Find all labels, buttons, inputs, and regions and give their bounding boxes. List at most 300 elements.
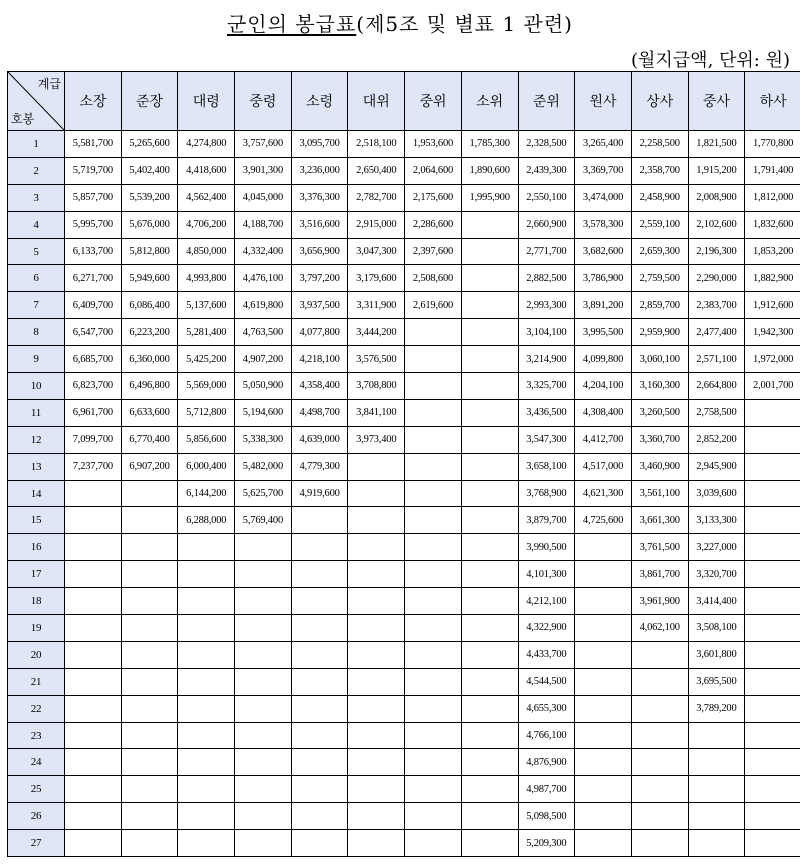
pay-cell: 3,841,100	[348, 399, 405, 426]
pay-cell: 5,338,300	[235, 426, 292, 453]
pay-cell: 2,102,600	[688, 211, 745, 238]
pay-cell: 4,907,200	[235, 346, 292, 373]
pay-cell: 2,290,000	[688, 265, 745, 292]
step-number: 11	[8, 399, 65, 426]
rank-header: 중사	[688, 72, 745, 131]
pay-cell: 6,496,800	[121, 373, 178, 400]
pay-cell: 3,095,700	[291, 131, 348, 158]
pay-cell	[178, 641, 235, 668]
pay-cell: 6,000,400	[178, 453, 235, 480]
pay-cell	[291, 803, 348, 830]
pay-cell	[348, 588, 405, 615]
pay-cell: 2,196,300	[688, 238, 745, 265]
pay-cell: 4,706,200	[178, 211, 235, 238]
pay-cell	[65, 722, 122, 749]
pay-cell	[65, 534, 122, 561]
table-row	[8, 157, 800, 184]
pay-cell: 4,218,100	[291, 346, 348, 373]
pay-cell: 1,915,200	[688, 157, 745, 184]
pay-cell: 4,062,100	[631, 615, 688, 642]
pay-cell: 2,439,300	[518, 157, 575, 184]
step-number: 20	[8, 641, 65, 668]
pay-cell: 3,891,200	[575, 292, 632, 319]
pay-cell: 3,961,900	[631, 588, 688, 615]
pay-cell: 3,973,400	[348, 426, 405, 453]
pay-cell	[291, 830, 348, 857]
table-row	[8, 641, 800, 668]
pay-cell	[178, 561, 235, 588]
pay-cell	[745, 615, 800, 642]
pay-cell: 2,771,700	[518, 238, 575, 265]
pay-cell	[745, 776, 800, 803]
pay-cell	[405, 426, 462, 453]
pay-cell: 1,791,400	[745, 157, 800, 184]
pay-cell: 2,518,100	[348, 131, 405, 158]
pay-cell	[121, 561, 178, 588]
pay-cell	[235, 641, 292, 668]
pay-cell: 6,685,700	[65, 346, 122, 373]
pay-cell: 1,995,900	[461, 184, 518, 211]
pay-cell: 1,942,300	[745, 319, 800, 346]
pay-cell: 4,418,600	[178, 157, 235, 184]
step-number: 3	[8, 184, 65, 211]
pay-cell: 3,656,900	[291, 238, 348, 265]
pay-cell: 5,625,700	[235, 480, 292, 507]
unit-note: (월지급액, 단위: 원)	[631, 50, 790, 71]
pay-cell	[121, 641, 178, 668]
pay-cell	[235, 749, 292, 776]
table-row	[8, 588, 800, 615]
pay-cell	[405, 480, 462, 507]
pay-cell: 5,769,400	[235, 507, 292, 534]
pay-cell: 2,458,900	[631, 184, 688, 211]
pay-cell	[405, 346, 462, 373]
pay-cell	[745, 588, 800, 615]
pay-cell: 1,785,300	[461, 131, 518, 158]
table-row	[8, 749, 800, 776]
pay-cell	[235, 722, 292, 749]
pay-cell	[688, 776, 745, 803]
pay-cell: 3,879,700	[518, 507, 575, 534]
step-number: 2	[8, 157, 65, 184]
pay-cell	[65, 561, 122, 588]
pay-cell: 1,853,200	[745, 238, 800, 265]
pay-cell: 3,861,700	[631, 561, 688, 588]
pay-cell: 3,060,100	[631, 346, 688, 373]
pay-cell: 4,077,800	[291, 319, 348, 346]
pay-cell	[461, 346, 518, 373]
pay-cell	[575, 615, 632, 642]
pay-cell: 1,890,600	[461, 157, 518, 184]
pay-cell: 4,322,900	[518, 615, 575, 642]
pay-cell	[291, 668, 348, 695]
pay-cell	[461, 399, 518, 426]
pay-cell: 4,639,000	[291, 426, 348, 453]
step-number: 18	[8, 588, 65, 615]
pay-cell: 5,569,000	[178, 373, 235, 400]
pay-cell	[65, 776, 122, 803]
pay-cell: 4,274,800	[178, 131, 235, 158]
pay-cell	[235, 803, 292, 830]
pay-cell	[405, 507, 462, 534]
pay-cell: 3,133,300	[688, 507, 745, 534]
pay-cell	[461, 507, 518, 534]
pay-cell: 5,857,700	[65, 184, 122, 211]
pay-cell: 3,768,900	[518, 480, 575, 507]
corner-rank-label: 계급	[37, 77, 61, 91]
pay-cell	[65, 641, 122, 668]
pay-cell	[575, 830, 632, 857]
pay-cell	[745, 722, 800, 749]
pay-cell: 4,308,400	[575, 399, 632, 426]
pay-cell: 2,397,600	[405, 238, 462, 265]
pay-cell	[745, 507, 800, 534]
rank-header: 하사	[745, 72, 800, 131]
step-number: 15	[8, 507, 65, 534]
pay-cell: 4,993,800	[178, 265, 235, 292]
pay-cell	[405, 803, 462, 830]
pay-cell: 5,425,200	[178, 346, 235, 373]
pay-cell	[405, 534, 462, 561]
pay-cell: 2,008,900	[688, 184, 745, 211]
pay-cell	[461, 211, 518, 238]
pay-cell: 6,547,700	[65, 319, 122, 346]
pay-cell: 4,358,400	[291, 373, 348, 400]
pay-cell: 3,047,300	[348, 238, 405, 265]
pay-cell: 3,578,300	[575, 211, 632, 238]
step-number: 16	[8, 534, 65, 561]
pay-cell: 2,664,800	[688, 373, 745, 400]
pay-cell	[348, 749, 405, 776]
pay-cell	[348, 453, 405, 480]
pay-cell	[461, 453, 518, 480]
pay-cell	[65, 588, 122, 615]
pay-cell: 3,214,900	[518, 346, 575, 373]
pay-cell	[688, 830, 745, 857]
pay-cell: 1,972,000	[745, 346, 800, 373]
pay-cell	[631, 668, 688, 695]
pay-cell: 2,508,600	[405, 265, 462, 292]
pay-cell	[291, 615, 348, 642]
pay-cell	[461, 668, 518, 695]
table-row	[8, 238, 800, 265]
pay-cell: 3,320,700	[688, 561, 745, 588]
rank-header: 원사	[575, 72, 632, 131]
pay-cell	[291, 776, 348, 803]
pay-cell: 3,179,600	[348, 265, 405, 292]
pay-cell: 6,961,700	[65, 399, 122, 426]
pay-cell: 3,160,300	[631, 373, 688, 400]
pay-cell	[461, 561, 518, 588]
pay-cell	[235, 668, 292, 695]
pay-cell	[461, 319, 518, 346]
pay-cell: 2,477,400	[688, 319, 745, 346]
pay-cell: 3,508,100	[688, 615, 745, 642]
step-number: 6	[8, 265, 65, 292]
pay-cell	[745, 561, 800, 588]
pay-cell: 5,050,900	[235, 373, 292, 400]
pay-cell: 3,039,600	[688, 480, 745, 507]
pay-cell: 5,265,600	[121, 131, 178, 158]
pay-cell	[745, 480, 800, 507]
pay-cell: 3,757,600	[235, 131, 292, 158]
pay-cell: 3,325,700	[518, 373, 575, 400]
pay-cell: 5,137,600	[178, 292, 235, 319]
pay-cell	[405, 722, 462, 749]
rank-header: 대령	[178, 72, 235, 131]
rank-header: 준장	[121, 72, 178, 131]
table-row	[8, 480, 800, 507]
pay-cell: 3,561,100	[631, 480, 688, 507]
pay-cell	[405, 668, 462, 695]
pay-cell	[121, 749, 178, 776]
pay-cell	[291, 749, 348, 776]
pay-cell: 2,758,500	[688, 399, 745, 426]
pay-cell	[575, 776, 632, 803]
pay-cell	[121, 722, 178, 749]
pay-cell	[745, 803, 800, 830]
pay-cell: 3,444,200	[348, 319, 405, 346]
pay-cell	[575, 534, 632, 561]
pay-cell: 2,550,100	[518, 184, 575, 211]
pay-cell	[631, 776, 688, 803]
step-number: 9	[8, 346, 65, 373]
pay-cell: 2,882,500	[518, 265, 575, 292]
pay-cell: 1,953,600	[405, 131, 462, 158]
pay-cell: 2,759,500	[631, 265, 688, 292]
pay-cell	[291, 722, 348, 749]
pay-cell	[291, 507, 348, 534]
pay-cell: 2,915,000	[348, 211, 405, 238]
pay-cell: 2,571,100	[688, 346, 745, 373]
pay-cell	[745, 399, 800, 426]
pay-cell	[178, 668, 235, 695]
pay-cell	[291, 588, 348, 615]
pay-cell	[121, 668, 178, 695]
pay-cell: 4,188,700	[235, 211, 292, 238]
step-number: 12	[8, 426, 65, 453]
pay-cell: 5,949,600	[121, 265, 178, 292]
table-row	[8, 131, 800, 158]
pay-cell	[575, 561, 632, 588]
pay-cell: 3,227,000	[688, 534, 745, 561]
pay-cell: 5,281,400	[178, 319, 235, 346]
pay-cell: 6,360,000	[121, 346, 178, 373]
pay-cell	[348, 695, 405, 722]
pay-cell	[348, 615, 405, 642]
pay-cell: 2,959,900	[631, 319, 688, 346]
pay-cell: 2,660,900	[518, 211, 575, 238]
pay-cell	[688, 722, 745, 749]
table-row	[8, 346, 800, 373]
pay-cell	[631, 695, 688, 722]
pay-cell	[745, 749, 800, 776]
pay-cell	[121, 776, 178, 803]
rank-header: 소령	[291, 72, 348, 131]
pay-cell	[461, 480, 518, 507]
pay-cell: 4,766,100	[518, 722, 575, 749]
pay-cell	[461, 803, 518, 830]
pay-cell	[348, 722, 405, 749]
pay-cell	[65, 615, 122, 642]
step-number: 27	[8, 830, 65, 857]
table-row	[8, 534, 800, 561]
step-number: 5	[8, 238, 65, 265]
rank-header: 대위	[348, 72, 405, 131]
pay-cell	[461, 776, 518, 803]
table-row	[8, 830, 800, 857]
pay-cell	[348, 561, 405, 588]
pay-cell: 6,907,200	[121, 453, 178, 480]
pay-cell: 3,311,900	[348, 292, 405, 319]
pay-cell	[178, 776, 235, 803]
pay-cell	[235, 776, 292, 803]
pay-cell	[575, 803, 632, 830]
table-row	[8, 319, 800, 346]
pay-cell	[405, 373, 462, 400]
pay-cell	[405, 695, 462, 722]
pay-cell	[405, 776, 462, 803]
table-row	[8, 453, 800, 480]
table-row	[8, 561, 800, 588]
pay-cell: 5,194,600	[235, 399, 292, 426]
step-number: 26	[8, 803, 65, 830]
pay-cell	[405, 830, 462, 857]
pay-cell	[688, 749, 745, 776]
pay-cell	[745, 426, 800, 453]
pay-cell	[405, 453, 462, 480]
pay-cell: 2,993,300	[518, 292, 575, 319]
pay-cell: 5,539,200	[121, 184, 178, 211]
pay-cell	[178, 615, 235, 642]
pay-cell	[461, 373, 518, 400]
step-number: 7	[8, 292, 65, 319]
table-row	[8, 803, 800, 830]
pay-cell	[575, 722, 632, 749]
pay-cell: 3,682,600	[575, 238, 632, 265]
pay-cell	[405, 399, 462, 426]
pay-cell	[461, 292, 518, 319]
pay-cell	[745, 641, 800, 668]
pay-cell	[235, 534, 292, 561]
pay-cell	[348, 480, 405, 507]
pay-cell: 5,209,300	[518, 830, 575, 857]
pay-cell	[575, 749, 632, 776]
pay-cell: 5,581,700	[65, 131, 122, 158]
pay-cell: 2,945,900	[688, 453, 745, 480]
step-number: 19	[8, 615, 65, 642]
table-row	[8, 668, 800, 695]
table-row	[8, 373, 800, 400]
pay-cell: 4,332,400	[235, 238, 292, 265]
table-row	[8, 292, 800, 319]
pay-cell: 1,832,600	[745, 211, 800, 238]
pay-cell: 4,476,100	[235, 265, 292, 292]
pay-cell	[121, 615, 178, 642]
pay-cell	[348, 803, 405, 830]
pay-cell: 5,402,400	[121, 157, 178, 184]
pay-cell: 5,719,700	[65, 157, 122, 184]
pay-cell: 4,212,100	[518, 588, 575, 615]
pay-cell: 3,901,300	[235, 157, 292, 184]
table-row	[8, 426, 800, 453]
pay-cell	[235, 695, 292, 722]
pay-cell	[235, 588, 292, 615]
pay-cell	[178, 749, 235, 776]
pay-cell: 5,482,000	[235, 453, 292, 480]
pay-cell	[575, 641, 632, 668]
pay-cell	[405, 319, 462, 346]
pay-cell	[121, 480, 178, 507]
pay-cell	[745, 830, 800, 857]
pay-cell: 3,786,900	[575, 265, 632, 292]
pay-cell	[121, 588, 178, 615]
pay-cell	[745, 534, 800, 561]
pay-cell	[65, 830, 122, 857]
pay-cell: 1,812,000	[745, 184, 800, 211]
pay-cell: 4,433,700	[518, 641, 575, 668]
step-number: 24	[8, 749, 65, 776]
pay-cell: 4,987,700	[518, 776, 575, 803]
pay-cell: 2,619,600	[405, 292, 462, 319]
pay-cell	[631, 803, 688, 830]
pay-cell	[461, 749, 518, 776]
pay-cell: 3,661,300	[631, 507, 688, 534]
pay-cell	[405, 641, 462, 668]
pay-cell	[631, 722, 688, 749]
pay-cell: 2,650,400	[348, 157, 405, 184]
pay-cell: 3,658,100	[518, 453, 575, 480]
pay-cell: 4,101,300	[518, 561, 575, 588]
pay-cell	[405, 588, 462, 615]
pay-cell: 2,064,600	[405, 157, 462, 184]
pay-cell: 3,995,500	[575, 319, 632, 346]
step-number: 21	[8, 668, 65, 695]
pay-cell	[178, 695, 235, 722]
pay-cell	[745, 668, 800, 695]
pay-cell	[461, 722, 518, 749]
rank-header: 소위	[461, 72, 518, 131]
document-title	[0, 8, 800, 37]
pay-cell: 4,655,300	[518, 695, 575, 722]
pay-cell	[235, 615, 292, 642]
pay-cell: 6,288,000	[178, 507, 235, 534]
pay-cell: 3,104,100	[518, 319, 575, 346]
pay-cell	[461, 265, 518, 292]
pay-cell: 3,474,000	[575, 184, 632, 211]
pay-cell: 2,859,700	[631, 292, 688, 319]
pay-cell	[178, 588, 235, 615]
pay-cell	[291, 641, 348, 668]
pay-cell: 1,912,600	[745, 292, 800, 319]
table-body	[8, 131, 800, 857]
pay-cell: 3,236,000	[291, 157, 348, 184]
title-main: 군인의 봉급표	[226, 12, 357, 36]
pay-table	[7, 71, 800, 857]
pay-cell: 4,045,000	[235, 184, 292, 211]
pay-cell: 4,850,000	[178, 238, 235, 265]
pay-cell: 5,712,800	[178, 399, 235, 426]
pay-cell	[575, 695, 632, 722]
pay-cell: 4,621,300	[575, 480, 632, 507]
pay-cell: 4,619,800	[235, 292, 292, 319]
pay-cell	[575, 668, 632, 695]
pay-cell: 4,412,700	[575, 426, 632, 453]
pay-cell	[631, 830, 688, 857]
pay-cell: 2,659,300	[631, 238, 688, 265]
pay-cell: 2,559,100	[631, 211, 688, 238]
pay-cell	[291, 534, 348, 561]
